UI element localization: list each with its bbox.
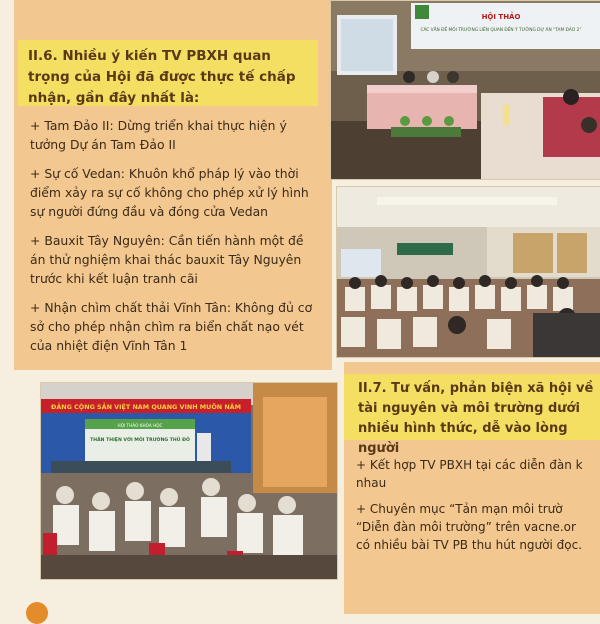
bullet-list-ii6 [30,116,322,365]
photo3-stage-banner-title: THÂN THIỆN VỚI MÔI TRƯỜNG THỦ ĐÔ [90,438,190,443]
section-heading-ii7: II.7. Tư vấn, phản biện xã hội về tài nguyên và môi trường dưới nhiều hình thức, dễ vào lòng người [344,374,600,440]
bullet-forums-line2: nhau [356,476,387,490]
photo1-banner-subtitle: CÁC VẤN ĐỀ MÔI TRƯỜNG LIÊN QUAN ĐẾN Ý TƯỞNG DỰ ÁN “TAM ĐẢO 2” [420,28,582,33]
photo3-stage-banner-top: HỘI THẢO KHOA HỌC [117,423,163,428]
photo-meeting-room [40,382,338,580]
bullet-vedan: + Sự cố Vedan: Khuôn khổ pháp lý vào thời điểm xảy ra sự cố không cho phép xử lý hình sự người đứng đầu và đóng cửa Vedan [30,166,309,219]
photo-audience-hall [336,186,600,358]
photo1-banner-title: HỘI THẢO [481,13,521,21]
bullet-column-line2: “Diễn đàn môi trường” trên vacne.or [356,520,576,534]
bullet-column-line3: có nhiều bài TV PB thu hút người đọc. [356,538,583,552]
section-heading-ii6: II.6. Nhiều ý kiến TV PBXH quan trọng của Hội đã được thực tế chấp nhận, gần đây nhất là: [18,40,318,106]
photo3-red-banner: ĐẢNG CỘNG SẢN VIỆT NAM QUANG VINH MUÔN NĂM [51,403,241,411]
bullet-tam-dao: + Tam Đảo II: Dừng triển khai thực hiện ý tưởng Dự án Tam Đảo II [30,118,287,152]
bullet-forums [356,456,600,492]
page-number-badge [26,602,48,624]
bullet-column [356,500,600,554]
bullet-vinh-tan: + Nhận chìm chất thải Vĩnh Tân: Không đủ cơ sở cho phép nhận chìm ra biển chất nạo vét của nhiệt điện Vĩnh Tân 1 [30,300,313,353]
bullet-bauxit: + Bauxit Tây Nguyên: Cần tiến hành một đề án thử nghiệm khai thác bauxit Tây Nguyên trước khi kết luận tranh cãi [30,233,304,286]
bullet-column-line1: + Chuyên mục “Tản mạn môi trườ [356,502,563,516]
bullet-forums-line1: + Kết hợp TV PBXH tại các diễn đàn k [356,458,583,472]
photo-conference-stage [330,0,600,180]
bullet-list-ii7 [356,456,600,562]
